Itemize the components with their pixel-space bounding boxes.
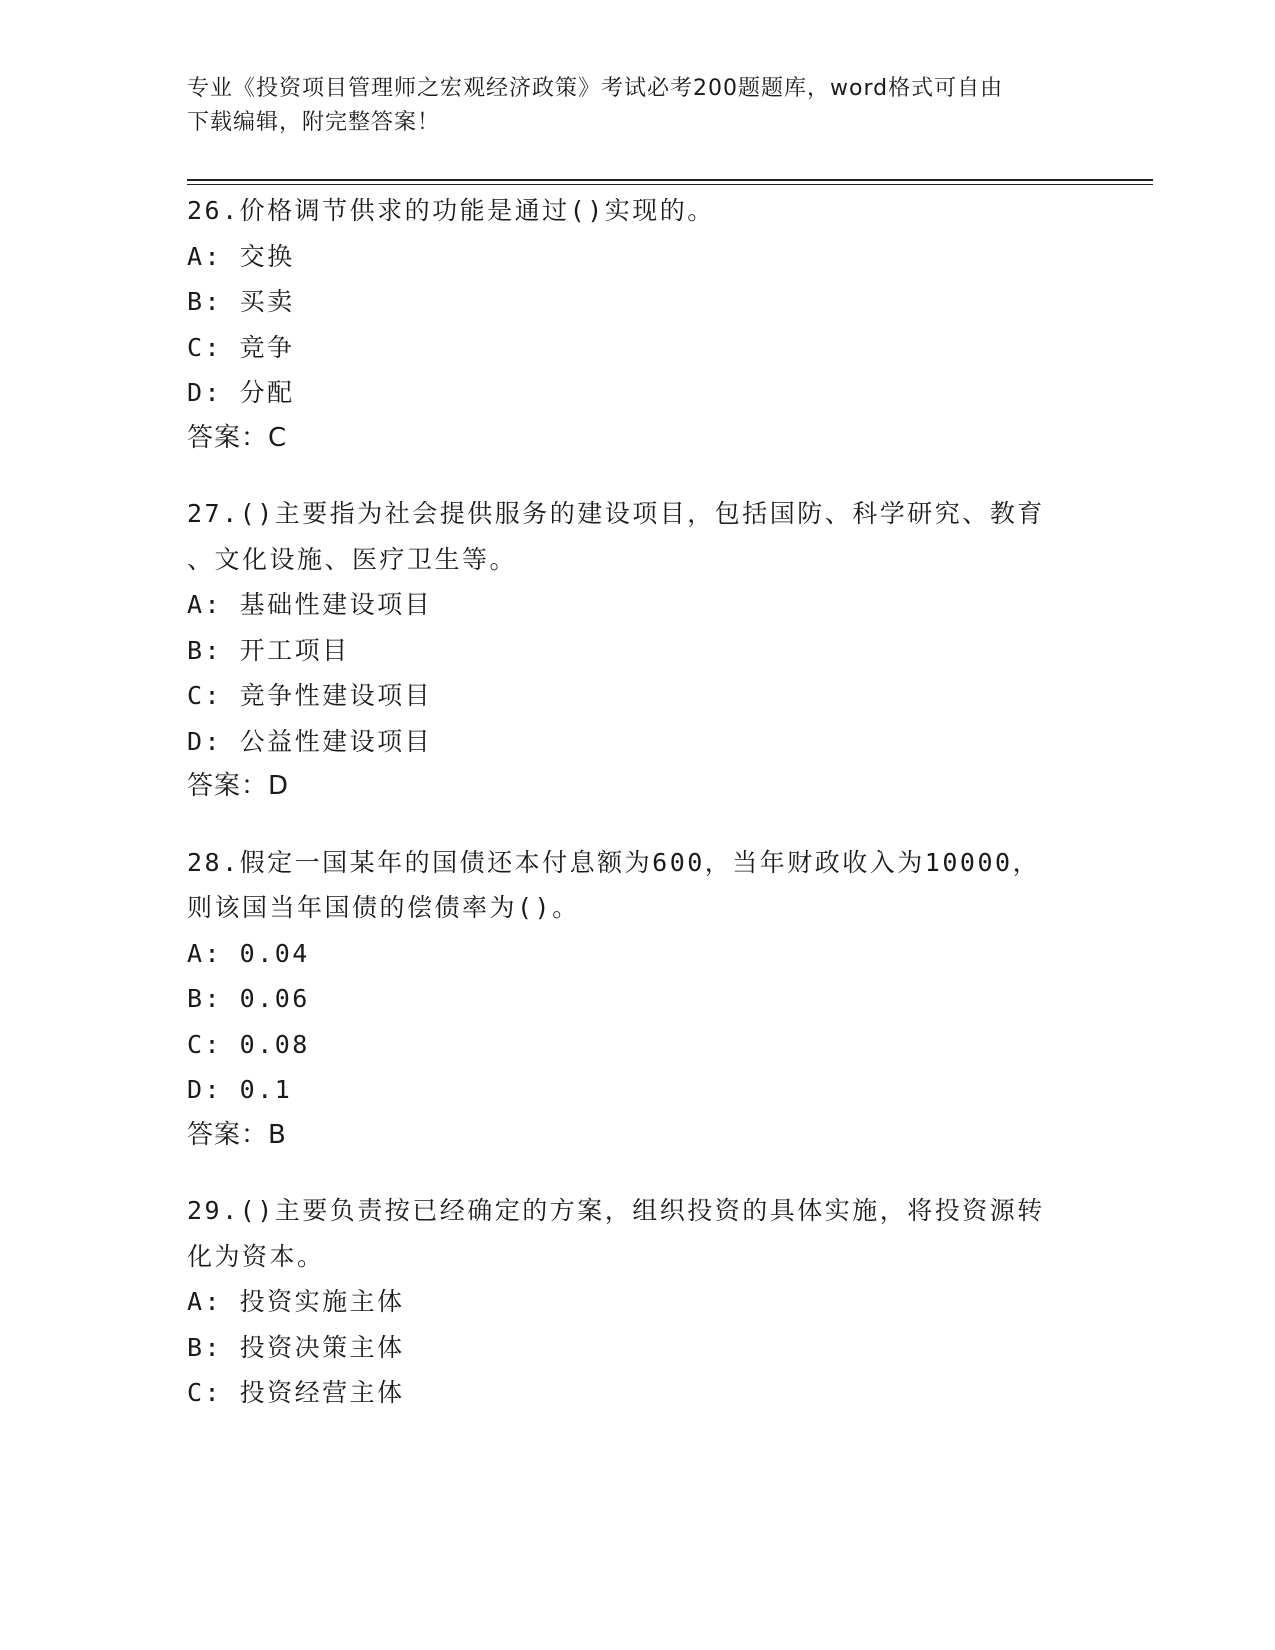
question-stem-continued: 则该国当年国债的偿债率为()。	[187, 893, 580, 922]
question-29	[187, 1188, 1087, 1416]
option-b: B: 0.06	[187, 984, 310, 1013]
header-divider	[187, 179, 1153, 181]
question-stem: 28.假定一国某年的国债还本付息额为600，当年财政收入为10000，	[187, 847, 1041, 877]
option-b: B: 开工项目	[187, 635, 350, 665]
option-b: B: 投资决策主体	[187, 1332, 405, 1362]
question-stem-continued: 、文化设施、医疗卫生等。	[187, 544, 518, 574]
option-b: B: 买卖	[187, 287, 295, 316]
document-header	[187, 72, 1087, 140]
question-stem: 27.()主要指为社会提供服务的建设项目，包括国防、科学研究、教育	[187, 499, 1045, 528]
option-a: A: 基础性建设项目	[187, 590, 433, 619]
answer: 答案：D	[187, 771, 290, 801]
question-26	[187, 188, 1087, 461]
header-line-2: 下载编辑，附完整答案！	[187, 110, 441, 135]
option-d: D: 分配	[187, 378, 295, 407]
option-a: A: 交换	[187, 241, 295, 271]
answer: 答案：B	[187, 1119, 287, 1150]
header-divider-thin	[187, 184, 1153, 185]
option-c: C: 投资经营主体	[187, 1378, 405, 1407]
option-d: D: 0.1	[187, 1075, 293, 1104]
question-stem-continued: 化为资本。	[187, 1241, 325, 1271]
option-c: C: 竞争性建设项目	[187, 681, 433, 710]
option-a: A: 投资实施主体	[187, 1287, 405, 1316]
question-stem: 26.价格调节供求的功能是通过()实现的。	[187, 196, 715, 225]
option-c: C: 竞争	[187, 332, 295, 362]
question-27	[187, 491, 1087, 810]
option-d: D: 公益性建设项目	[187, 726, 433, 756]
question-stem: 29.()主要负责按已经确定的方案，组织投资的具体实施，将投资源转	[187, 1196, 1045, 1225]
option-a: A: 0.04	[187, 938, 310, 968]
header-line-1: 专业《投资项目管理师之宏观经济政策》考试必考200题题库，word格式可自由	[187, 76, 1004, 101]
option-c: C: 0.08	[187, 1029, 310, 1059]
answer: 答案：C	[187, 422, 288, 453]
question-list	[187, 188, 1087, 1446]
question-28	[187, 840, 1087, 1159]
